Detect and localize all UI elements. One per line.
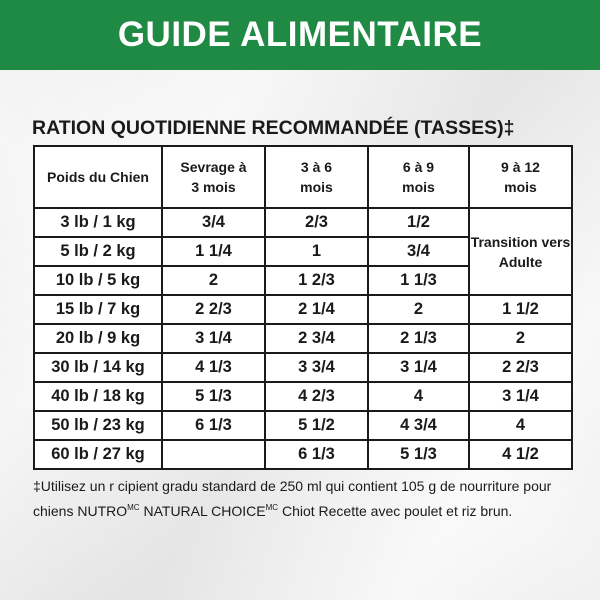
transition-line: Transition vers: [470, 233, 571, 250]
weight-cell: 60 lb / 27 kg: [34, 440, 162, 469]
ration-cell: 4 2/3: [265, 382, 368, 411]
ration-cell: 4: [368, 382, 469, 411]
column-header-weight: [34, 146, 162, 208]
ration-cell: 2 2/3: [162, 295, 265, 324]
ration-cell: 1 2/3: [265, 266, 368, 295]
ration-cell: 1: [265, 237, 368, 266]
ration-cell: 4 3/4: [368, 411, 469, 440]
ration-cell: 6 1/3: [265, 440, 368, 469]
table-row: [34, 382, 572, 411]
column-header-weaning: [162, 146, 265, 208]
footnote-text: ‡Utilisez un r cipient gradu standard de 250 ml qui contient 105 g de nourriture pour chiens NUTRO: [33, 478, 552, 519]
column-header-6-9-months: [368, 146, 469, 208]
column-header-line: 9 à 12: [501, 159, 540, 175]
ration-cell: 5 1/3: [368, 440, 469, 469]
weight-cell: 40 lb / 18 kg: [34, 382, 162, 411]
column-header-line: mois: [300, 179, 333, 195]
page-title: GUIDE ALIMENTAIRE: [117, 15, 483, 54]
ration-cell: 3/4: [368, 237, 469, 266]
weight-cell: 5 lb / 2 kg: [34, 237, 162, 266]
transition-cell: [469, 208, 572, 295]
trademark-mark: MC: [127, 503, 140, 512]
column-header-line: 6 à 9: [402, 159, 435, 175]
ration-cell: 2 3/4: [265, 324, 368, 353]
ration-cell: 3 3/4: [265, 353, 368, 382]
footnote-text: NATURAL CHOICE: [139, 503, 266, 519]
ration-cell: 2: [162, 266, 265, 295]
weight-cell: 15 lb / 7 kg: [34, 295, 162, 324]
ration-cell: 2 1/3: [368, 324, 469, 353]
ration-cell: 2 1/4: [265, 295, 368, 324]
ration-cell: 1/2: [368, 208, 469, 237]
table-row: [34, 324, 572, 353]
ration-cell: 3 1/4: [162, 324, 265, 353]
table-row: [34, 411, 572, 440]
feeding-table: [33, 145, 573, 470]
weight-cell: 3 lb / 1 kg: [34, 208, 162, 237]
column-header-9-12-months: [469, 146, 572, 208]
column-header-3-6-months: [265, 146, 368, 208]
ration-cell: 4: [469, 411, 572, 440]
table-row: [34, 208, 572, 237]
table-row: [34, 353, 572, 382]
weight-cell: 50 lb / 23 kg: [34, 411, 162, 440]
ration-cell: 2/3: [265, 208, 368, 237]
column-header-line: 3 à 6: [300, 159, 333, 175]
table-row: [34, 440, 572, 469]
table-title: RATION QUOTIDIENNE RECOMMANDÉE (TASSES)‡: [32, 117, 515, 139]
header-banner: [0, 0, 600, 70]
footnote: [33, 476, 578, 522]
ration-cell: 3 1/4: [368, 353, 469, 382]
ration-cell: 1 1/2: [469, 295, 572, 324]
weight-cell: 30 lb / 14 kg: [34, 353, 162, 382]
ration-cell: 3 1/4: [469, 382, 572, 411]
column-header-line: 3 mois: [191, 179, 236, 195]
column-header-line: Sevrage à: [180, 159, 247, 175]
transition-line: Adulte: [498, 253, 543, 270]
ration-cell: 1 1/4: [162, 237, 265, 266]
header-row: [34, 146, 572, 208]
trademark-mark: MC: [265, 503, 279, 512]
ration-cell: 2: [469, 324, 572, 353]
ration-cell: 5 1/2: [265, 411, 368, 440]
ration-cell: 4 1/3: [162, 353, 265, 382]
weight-cell: 20 lb / 9 kg: [34, 324, 162, 353]
ration-cell: [162, 440, 265, 469]
ration-cell: 1 1/3: [368, 266, 469, 295]
column-header-line: Poids du Chien: [47, 169, 149, 185]
footnote-text: Chiot Recette avec poulet et riz brun.: [278, 503, 513, 519]
weight-cell: 10 lb / 5 kg: [34, 266, 162, 295]
ration-cell: 2 2/3: [469, 353, 572, 382]
ration-cell: 3/4: [162, 208, 265, 237]
ration-cell: 2: [368, 295, 469, 324]
column-header-line: mois: [402, 179, 435, 195]
ration-cell: 4 1/2: [469, 440, 572, 469]
table-row: [34, 295, 572, 324]
ration-cell: 6 1/3: [162, 411, 265, 440]
column-header-line: mois: [504, 179, 537, 195]
ration-cell: 5 1/3: [162, 382, 265, 411]
